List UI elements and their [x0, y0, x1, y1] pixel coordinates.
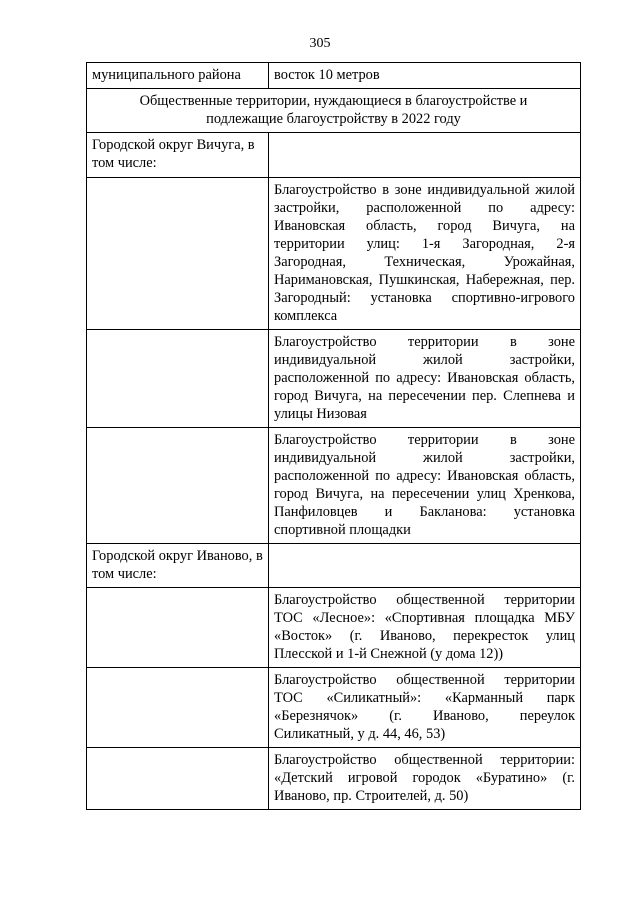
cell-municipality-continued: муниципального района — [87, 63, 269, 89]
item-ivanovo-2: Благоустройство общественной территории ТОС «Силикатный»: «Карманный парк «Березнячок» (г. Иваново, переулок Силикатный, у д. 44, 46, 53) — [269, 668, 581, 748]
empty-cell — [269, 544, 581, 588]
table-row — [87, 133, 581, 178]
territories-table — [86, 62, 581, 810]
item-vichuga-1: Благоустройство в зоне индивидуальной жилой застройки, расположенной по адресу: Ивановская область, город Вичуга, на территории улиц: 1-я Загородная, 2-я Загородная, Техническая, Урожайная, Наримановская, Пушкинская, Набережная, пер. Загородный: установка спортивно-игрового комплекса — [269, 178, 581, 330]
table-row — [87, 588, 581, 668]
empty-cell — [87, 178, 269, 330]
table-row — [87, 89, 581, 133]
table-row — [87, 748, 581, 810]
table-row — [87, 63, 581, 89]
item-ivanovo-1: Благоустройство общественной территории ТОС «Лесное»: «Спортивная площадка МБУ «Восток» (г. Иваново, перекресток улиц Плесской и 1-й Снежной (у дома 12)) — [269, 588, 581, 668]
table-row — [87, 668, 581, 748]
cell-direction-continued: восток 10 метров — [269, 63, 581, 89]
page-number: 305 — [309, 36, 331, 51]
item-vichuga-2: Благоустройство территории в зоне индивидуальной жилой застройки, расположенной по адресу: Ивановская область, город Вичуга, на пересечении пер. Слепнева и улицы Низовая — [269, 330, 581, 428]
item-vichuga-3: Благоустройство территории в зоне индивидуальной жилой застройки, расположенной по адресу: Ивановская область, город Вичуга, на пересечении улиц Хренкова, Панфиловцев и Бакланова: установка спортивной площадки — [269, 428, 581, 544]
empty-cell — [269, 133, 581, 178]
empty-cell — [87, 668, 269, 748]
item-ivanovo-3: Благоустройство общественной территории: «Детский игровой городок «Буратино» (г. Иваново, пр. Строителей, д. 50) — [269, 748, 581, 810]
table-row — [87, 330, 581, 428]
empty-cell — [87, 748, 269, 810]
table-row — [87, 544, 581, 588]
table-row — [87, 428, 581, 544]
empty-cell — [87, 428, 269, 544]
district-label-vichuga: Городской округ Вичуга, в том числе: — [87, 133, 269, 178]
district-label-ivanovo: Городской округ Иваново, в том числе: — [87, 544, 269, 588]
empty-cell — [87, 588, 269, 668]
table-row — [87, 178, 581, 330]
empty-cell — [87, 330, 269, 428]
section-heading: Общественные территории, нуждающиеся в благоустройстве и подлежащие благоустройству в 2022 году — [87, 89, 581, 133]
